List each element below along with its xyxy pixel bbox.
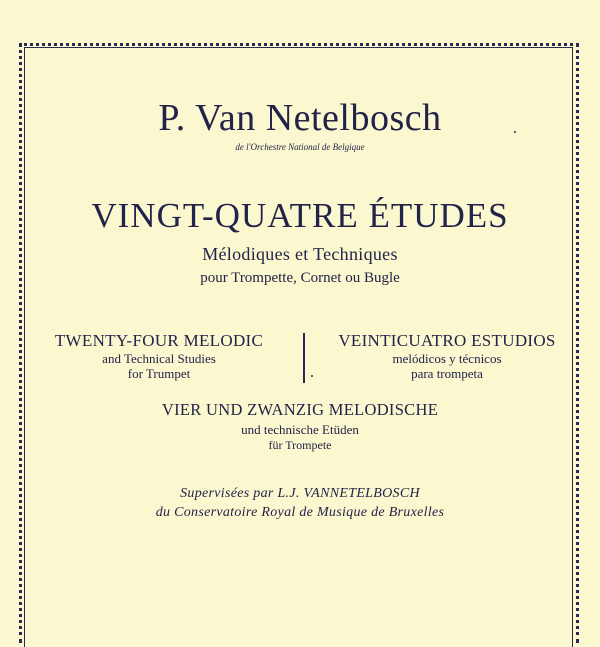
supervision-line1: Supervisées par L.J. VANNETELBOSCH bbox=[180, 486, 420, 501]
german-title-line3: für Trompete bbox=[268, 438, 332, 452]
german-title-line2: und technische Etüden bbox=[241, 422, 359, 437]
paper-speck bbox=[514, 131, 516, 133]
spanish-title-line1: VEINTICUATRO ESTUDIOS bbox=[338, 331, 556, 350]
author-affiliation: de l'Orchestre National de Belgique bbox=[235, 142, 365, 152]
instrumentation: pour Trompette, Cornet ou Bugle bbox=[200, 270, 400, 286]
english-title-block bbox=[34, 331, 284, 381]
english-title-line3: for Trumpet bbox=[127, 366, 191, 381]
main-title: VINGT-QUATRE ÉTUDES bbox=[91, 196, 509, 235]
english-title-line1: TWENTY-FOUR MELODIC bbox=[54, 331, 264, 350]
supervision-line2: du Conservatoire Royal de Musique de Bruxelles bbox=[155, 505, 445, 520]
german-title-line1: VIER UND ZWANZIG MELODISCHE bbox=[161, 400, 439, 419]
subtitle: Mélodiques et Techniques bbox=[202, 244, 398, 264]
column-divider bbox=[303, 333, 305, 383]
spanish-title-line3: para trompeta bbox=[411, 366, 483, 381]
paper-speck bbox=[311, 375, 313, 377]
english-title-line2: and Technical Studies bbox=[102, 351, 216, 366]
spanish-title-block bbox=[316, 331, 578, 381]
author-name: P. Van Netelbosch bbox=[158, 97, 442, 139]
spanish-title-line2: melódicos y técnicos bbox=[392, 351, 502, 366]
